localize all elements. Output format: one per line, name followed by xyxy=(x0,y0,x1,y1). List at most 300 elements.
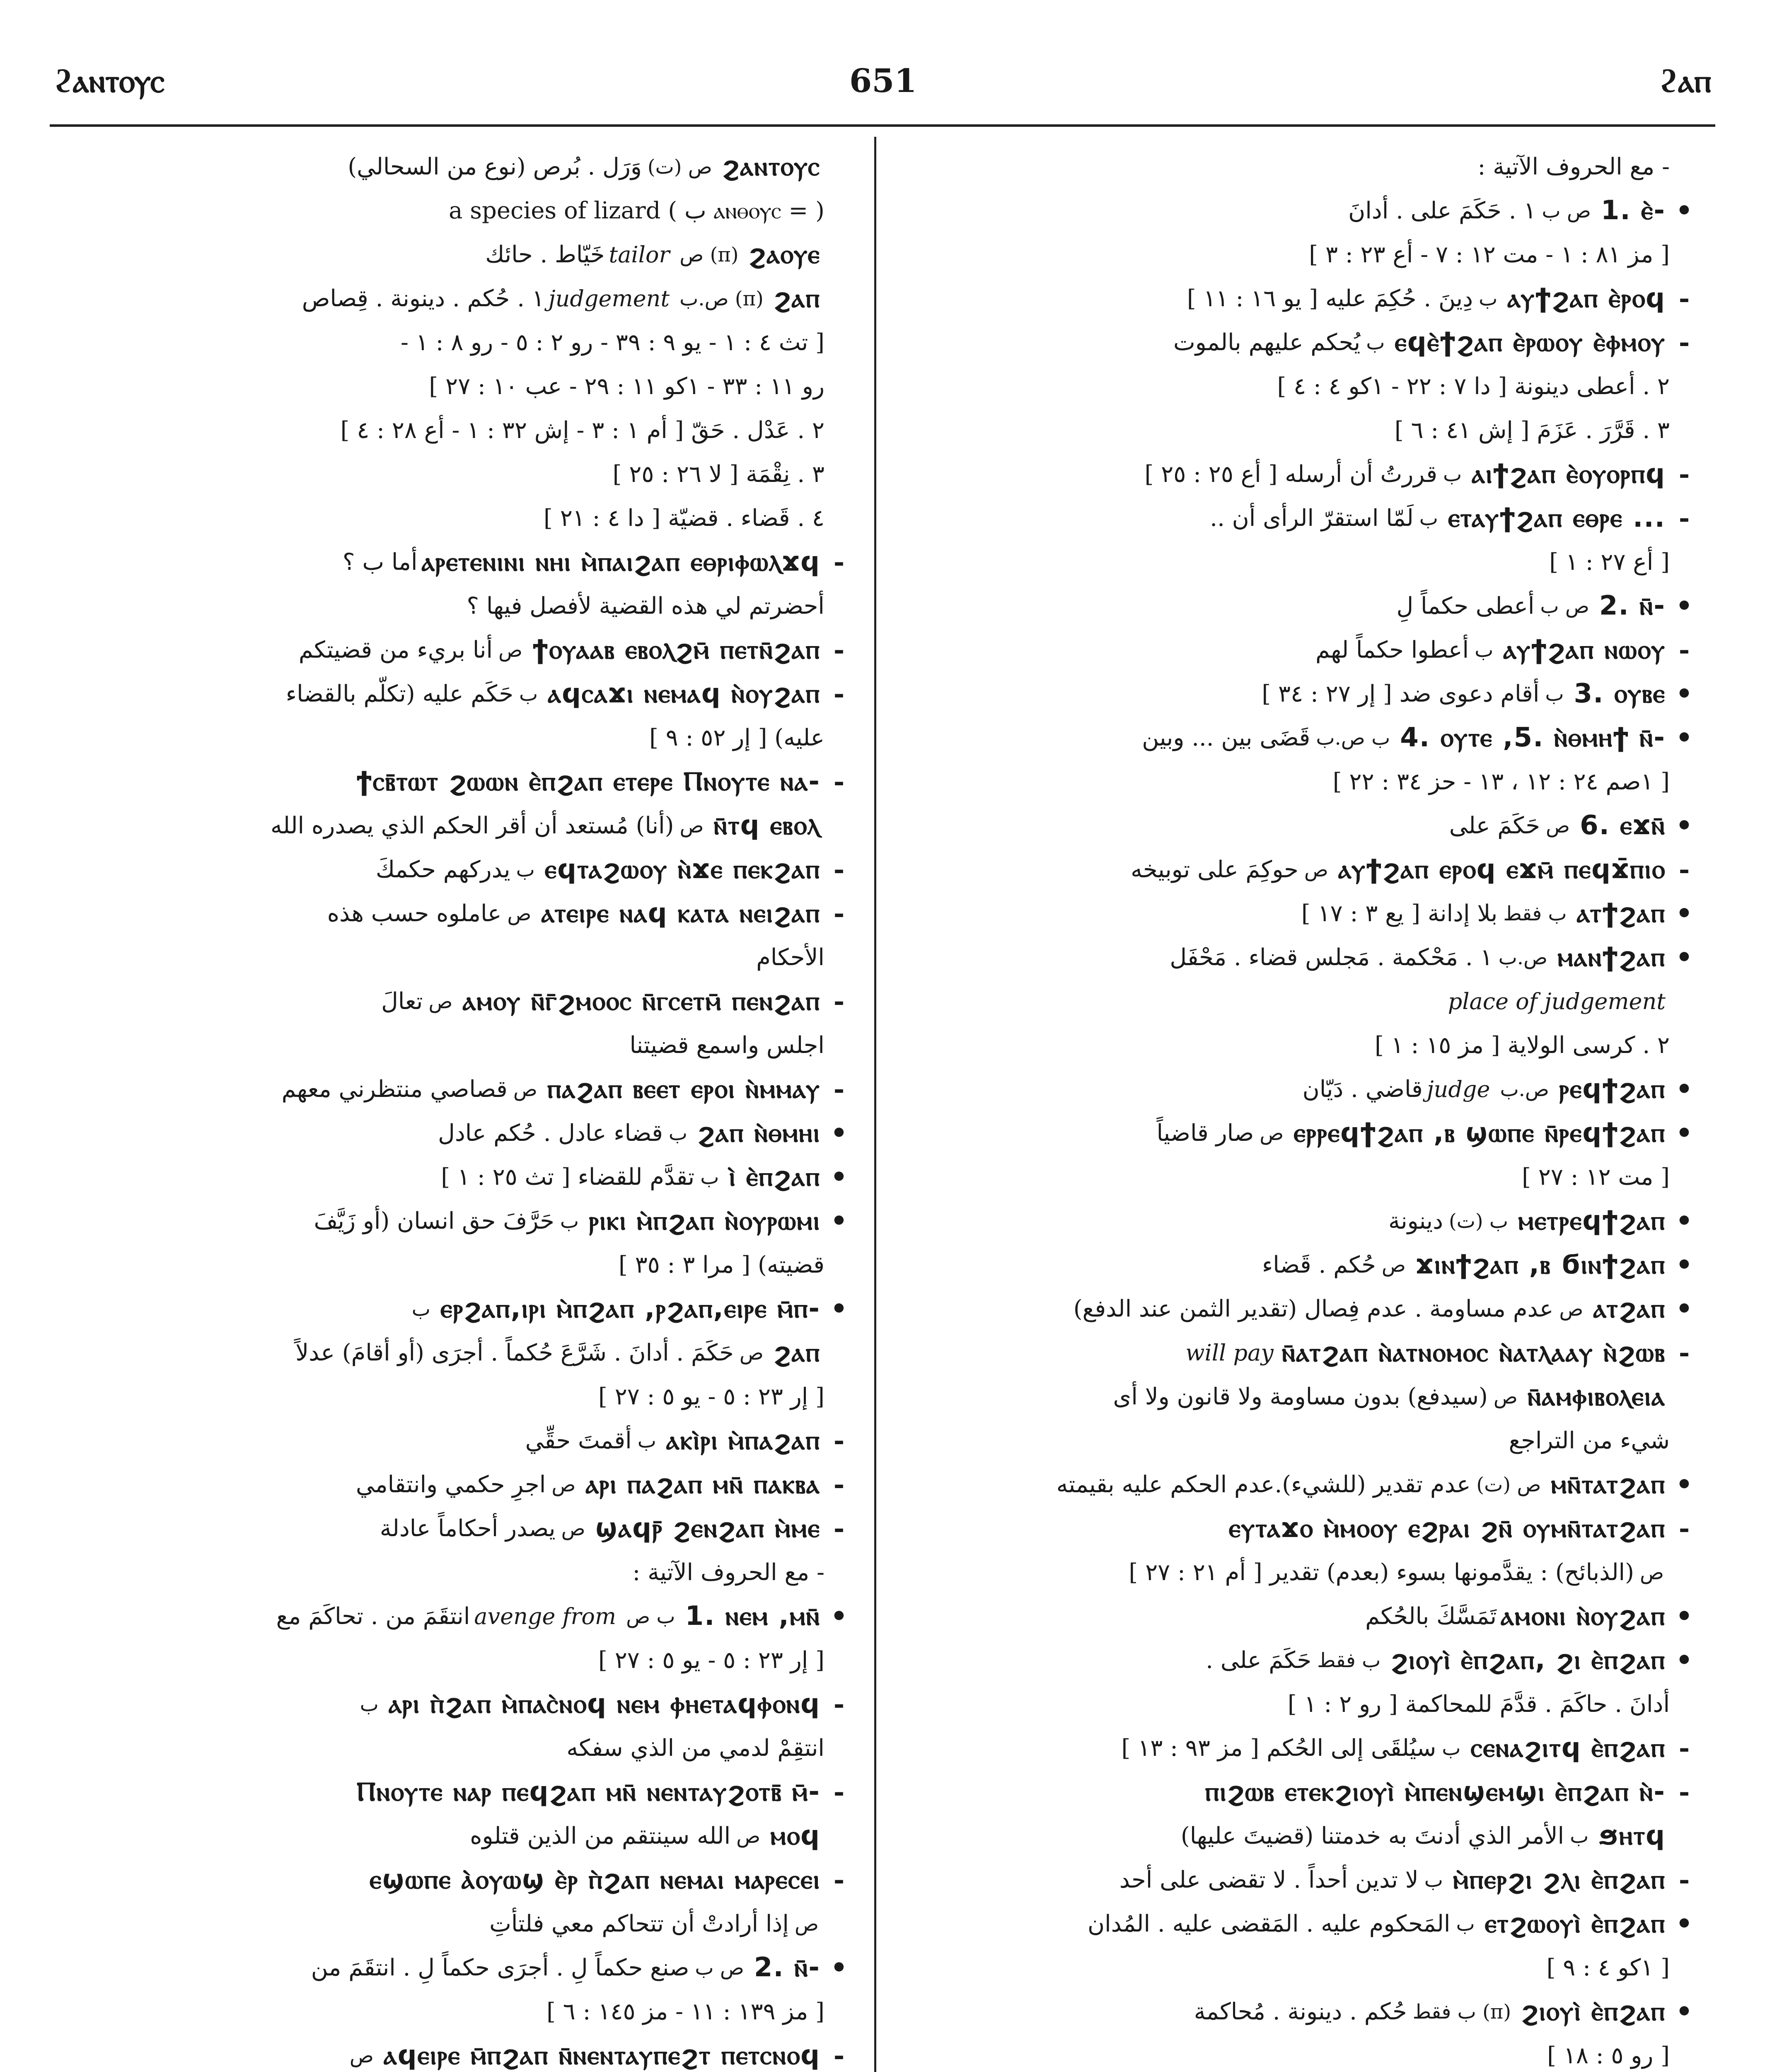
arabic-gloss: [ ١كو ٤ : ٩ ] xyxy=(1546,1954,1670,1981)
entry-marker: - xyxy=(833,634,845,666)
arabic-gloss: دينونة xyxy=(1388,1207,1443,1234)
entry-line xyxy=(895,540,1699,584)
entry-marker: • xyxy=(830,1293,848,1325)
arabic-gloss: ١ . حَكَمَ على . أدانَ xyxy=(1348,197,1536,224)
source-label: ب ص.ب xyxy=(1316,726,1390,750)
entry-line xyxy=(50,1243,853,1287)
entry-marker: - xyxy=(833,678,845,710)
entry-line xyxy=(895,1551,1699,1595)
entry-line xyxy=(895,1595,1699,1639)
entry-marker: • xyxy=(1676,678,1693,710)
entry-marker: - xyxy=(1678,1777,1690,1808)
arabic-gloss: [ رو ٥ : ١٨ ] xyxy=(1547,2042,1670,2069)
entry-line xyxy=(895,1024,1699,1067)
arabic-gloss: يصدر أحكاماً عادلة xyxy=(380,1515,556,1542)
entry-line xyxy=(895,1814,1699,1858)
entry-line xyxy=(895,804,1699,848)
entry-line xyxy=(50,277,853,321)
source-label: ب فقط xyxy=(1317,1648,1381,1672)
entry-line xyxy=(50,1639,853,1682)
entry-line xyxy=(50,1902,853,1946)
entry-line xyxy=(895,1067,1699,1111)
coptic-term: ⲣⲓⲕⲓ ⲙ̀ⲡϩⲁⲡ ⲛ̀ⲟⲩⲣⲱⲙⲓ xyxy=(589,1205,820,1237)
arabic-gloss: لا تدين أحداً . لا تقضى على أحد xyxy=(1119,1866,1419,1893)
entry-line xyxy=(50,804,853,848)
source-label: ص xyxy=(428,990,453,1013)
source-label: ب فقط xyxy=(1503,902,1567,925)
entry-marker: • xyxy=(1676,1908,1693,1940)
source-label: ب xyxy=(516,858,535,881)
entry-line xyxy=(50,1419,853,1463)
entry-line xyxy=(50,1858,853,1902)
entry-line xyxy=(50,584,853,628)
arabic-gloss: حُكم . قَضاء xyxy=(1262,1251,1376,1278)
entry-line xyxy=(895,1507,1699,1551)
coptic-term: ⲁⲣⲉⲧⲉⲛⲓⲛⲓ ⲛⲏⲓ ⲙ̀ⲡⲁⲓϩⲁⲡ ⲉⲑⲣⲓⲫⲱⲗϫϥ xyxy=(421,547,820,578)
arabic-gloss: الأحكام xyxy=(756,944,824,971)
coptic-term: ϩⲓⲟⲩⲓ̀ ⲉ̀ⲡϩⲁⲡ, ϩⲓ ⲉ̀ⲡϩⲁⲡ xyxy=(1390,1645,1666,1676)
arabic-gloss: أعطى حكماً لِ xyxy=(1396,592,1535,620)
arabic-gloss: اجلس واسمع قضيتنا xyxy=(629,1031,824,1059)
arabic-gloss: انتقَمَ من . تحاكَمَ مع xyxy=(276,1602,470,1630)
coptic-term: ⲁⲣⲓ ⲡ̀ϩⲁⲡ ⲙ̀ⲡⲁⲥ̀ⲛⲟϥ ⲛⲉⲙ ⲫⲏⲉⲧⲁϥⲫⲟⲛϥ xyxy=(388,1689,820,1720)
entry-marker: - xyxy=(833,854,845,886)
entry-marker: • xyxy=(1676,1205,1693,1237)
arabic-gloss: انتقِمْ لدمي من الذي سفكه xyxy=(566,1734,824,1762)
arabic-gloss: ( = ⲁⲛⲑⲟⲩⲥ ب ) a species of lizard xyxy=(449,197,824,224)
arabic-gloss: قضاء عادل . حُكم عادل xyxy=(438,1119,663,1147)
entry-line xyxy=(50,848,853,892)
arabic-gloss: لَمّا استقرّ الرأى أن .. xyxy=(1210,504,1414,532)
arabic-gloss: عليه) [ إر ٥٢ : ٩ ] xyxy=(649,724,824,751)
arabic-gloss: أما ب ؟ xyxy=(342,548,418,576)
entry-marker: - xyxy=(833,547,845,578)
entry-line xyxy=(895,1243,1699,1287)
arabic-gloss: ٤ . قَضاء . قضيّة [ دا ٤ : ٢١ ] xyxy=(544,504,824,532)
entry-line xyxy=(895,584,1699,628)
entry-marker: - xyxy=(1678,854,1690,886)
coptic-term: ⲉⲣϩⲁⲡ,ⲓⲣⲓ ⲙ̀ⲡϩⲁⲡ ,ⲣϩⲁⲡ,ⲉⲓⲣⲉ ⲙ̄ⲡ- xyxy=(440,1293,820,1324)
coptic-term: ϣⲁϥⲣ̄ ϩⲉⲛϩⲁⲡ ⲙ̀ⲙⲉ xyxy=(595,1513,820,1544)
source-label: ص xyxy=(561,1517,585,1540)
entry-line xyxy=(50,1726,853,1770)
coptic-term: 2. ⲛ̄- xyxy=(754,1952,820,1983)
arabic-gloss: [ ١صم ٢٤ : ١٢ ، ١٣ - حز ٣٤ : ٢٢ ] xyxy=(1332,768,1670,795)
entry-line xyxy=(895,277,1699,321)
entry-marker: • xyxy=(1676,1074,1693,1105)
entry-marker: - xyxy=(833,1777,845,1808)
entry-marker: • xyxy=(1676,1469,1693,1501)
arabic-gloss: يدركهم حكمكَ xyxy=(375,856,510,883)
source-label: ب xyxy=(519,682,538,706)
source-label: ص xyxy=(1493,1385,1518,1409)
entry-line xyxy=(50,760,853,804)
arabic-gloss: تقدَّم للقضاء [ تث ٢٥ : ١ ] xyxy=(441,1163,695,1191)
entry-line xyxy=(895,1990,1699,2034)
entry-line xyxy=(50,1331,853,1375)
english-gloss: judgement xyxy=(548,285,670,312)
arabic-gloss: صنع حكماً لِ . أجرَى حكماً لِ . انتقَمَ من xyxy=(311,1954,689,1981)
source-label: ب xyxy=(360,1692,379,1716)
source-label: ص xyxy=(739,1341,764,1365)
entry-marker: • xyxy=(830,1952,848,1984)
coptic-term: ⲉⲣⲣⲉϥϯϩⲁⲡ ,ⲃ ϣⲱⲡⲉ ⲛ̄ⲣⲉϥϯϩⲁⲡ xyxy=(1294,1118,1666,1149)
entry-line xyxy=(50,1375,853,1419)
english-gloss: judge xyxy=(1427,1076,1490,1102)
arabic-gloss: قاضي . دَيّان xyxy=(1302,1075,1423,1103)
entry-marker: - xyxy=(833,1864,845,1896)
coptic-term: ⲁⲓϯϩⲁⲡ ⲉ̀ⲟⲩⲟⲣⲡϥ xyxy=(1472,459,1666,490)
entry-line xyxy=(895,189,1699,233)
source-label: ص xyxy=(679,814,704,838)
entry-marker: - xyxy=(833,1689,845,1720)
entry-marker: • xyxy=(1676,1601,1693,1632)
entry-line xyxy=(50,1770,853,1814)
entry-line xyxy=(50,1551,853,1595)
source-label: ص.ب (π) xyxy=(679,287,764,310)
entry-line xyxy=(895,1287,1699,1331)
arabic-gloss: ٢ . عَدْل . حَقّ [ أم ١ : ٣ - إش ٣٢ : ١ - أع ٢٨ : ٤ ] xyxy=(340,416,824,444)
coptic-term: ⲁϥⲥⲁϫⲓ ⲛⲉⲙⲁϥ ⲛ̀ⲟⲩϩⲁⲡ xyxy=(548,678,820,709)
arabic-gloss: أدانَ . حاكَمَ . قدَّمَ للمحاكمة [ رو ٢ : ١ ] xyxy=(1287,1690,1670,1718)
arabic-gloss: قررتُ أن أرسله [ أع ٢٥ : ٢٥ ] xyxy=(1144,460,1437,488)
entry-line xyxy=(50,1463,853,1507)
arabic-gloss: حوكِمَ على توبيخه xyxy=(1131,856,1298,883)
entry-line xyxy=(895,1902,1699,1946)
source-label: ب xyxy=(1442,1736,1461,1760)
entry-marker: - xyxy=(833,766,845,798)
source-label: ص xyxy=(498,638,523,662)
source-label: ص xyxy=(1546,814,1570,838)
arabic-gloss: بلا إدانة [ يع ٣ : ١٧ ] xyxy=(1301,900,1498,927)
entry-marker: - xyxy=(1678,1733,1690,1764)
entry-line xyxy=(895,936,1699,980)
entry-line xyxy=(895,1199,1699,1243)
coptic-term: ϯⲥⲃ̄ⲧⲱⲧ ϩⲱⲱⲛ ⲉ̀ⲡϩⲁⲡ ⲉⲧⲉⲣⲉ Ⲡⲛⲟⲩⲧⲉ ⲛⲁ- xyxy=(356,766,820,797)
coptic-term: 2. ⲛ̄- xyxy=(1599,591,1666,622)
entry-marker: - xyxy=(833,1469,845,1501)
entry-line xyxy=(50,2034,853,2072)
arabic-gloss: (الذبائح) : يقدَّمونها بسوء (بعدم) تقدير [ أم ٢١ : ٢٧ ] xyxy=(1129,1559,1634,1586)
entry-line xyxy=(895,496,1699,540)
entry-line xyxy=(895,1331,1699,1375)
entry-line xyxy=(50,1155,853,1199)
arabic-gloss: عدم تقدير (للشيء).عدم الحكم عليه بقيمته xyxy=(1056,1471,1471,1498)
source-label: ص (ت) xyxy=(647,155,712,179)
entry-line xyxy=(50,1067,853,1111)
coptic-term: ⲁⲩϯϩⲁⲡ ⲉ̀ⲣⲟϥ xyxy=(1507,283,1666,314)
arabic-gloss: [ إر ٢٣ : ٥ - يو ٥ : ٢٧ ] xyxy=(598,1646,824,1674)
entry-line xyxy=(895,1770,1699,1814)
column-divider xyxy=(874,137,876,2072)
arabic-gloss: ١ . مَحْكمة . مَجلس قضاء . مَحْفَل xyxy=(1170,944,1493,971)
source-label: ص (π) xyxy=(679,243,739,266)
arabic-gloss: تَمَسَّكَ بالحُكم xyxy=(1365,1602,1497,1630)
source-label: ب xyxy=(1570,1824,1589,1848)
coptic-term: ⲉⲧⲁⲩϯϩⲁⲡ ⲉⲑⲣⲉ ... xyxy=(1448,503,1666,534)
entry-line xyxy=(895,1946,1699,1990)
coptic-term: ⲁⲧⲉⲓⲣⲉ ⲛⲁϥ ⲕⲁⲧⲁ ⲛⲉⲓϩⲁⲡ xyxy=(541,898,820,929)
coptic-term: ϧⲏⲧϥ xyxy=(1598,1820,1666,1852)
source-label: ب xyxy=(1479,287,1498,310)
source-label: ب xyxy=(700,1165,719,1189)
arabic-gloss: رو ١١ : ٣٣ - ١كو ١١ : ٢٩ - عب ١٠ : ٢٧ ] xyxy=(429,373,824,400)
entry-line xyxy=(895,848,1699,892)
entry-line xyxy=(50,540,853,584)
entry-line xyxy=(895,760,1699,804)
arabic-gloss: ٣ . نِقْمَة [ لا ٢٦ : ٢٥ ] xyxy=(612,460,824,488)
entry-marker: • xyxy=(830,1601,848,1632)
arabic-gloss: عدم مساومة . عدم فِصال (تقدير الثمن عند الدفع) xyxy=(1073,1295,1554,1322)
coptic-term: ⲁⲧϩⲁⲡ xyxy=(1593,1293,1666,1324)
entry-marker: - xyxy=(833,898,845,929)
coptic-term: ⲉϥⲧⲁϩⲱⲟⲩ ⲛ̀ϫⲉ ⲡⲉⲕϩⲁⲡ xyxy=(544,854,820,885)
entry-line xyxy=(895,1682,1699,1726)
entry-line xyxy=(895,409,1699,453)
source-label: ب xyxy=(1366,331,1385,354)
header-left: ϩⲁⲛⲧⲟⲩⲥ xyxy=(54,62,165,100)
entry-line xyxy=(50,321,853,365)
source-label: ب xyxy=(411,1297,430,1321)
entry-marker: • xyxy=(830,1205,848,1237)
source-label: ص.ب xyxy=(1498,946,1548,969)
arabic-gloss: وَرَل . بُرص (نوع من السحالي) xyxy=(348,153,642,180)
coptic-term: ϩⲁⲡ xyxy=(773,283,820,314)
entry-line xyxy=(895,628,1699,672)
source-label: ص xyxy=(513,1077,537,1101)
arabic-gloss: ٣ . قَرَّرَ . عَزَمَ [ إش ٤١ : ٦ ] xyxy=(1394,416,1670,444)
entry-marker: - xyxy=(833,986,845,1017)
entry-line xyxy=(895,1726,1699,1770)
entry-line xyxy=(50,409,853,453)
source-label: ب xyxy=(668,1121,688,1145)
arabic-gloss: اجرِ حكمي وانتقامي xyxy=(355,1471,546,1498)
arabic-gloss: سيُلقَى إلى الحُكم [ مز ٩٣ : ١٣ ] xyxy=(1121,1734,1436,1762)
entry-line xyxy=(895,145,1699,189)
entry-marker: • xyxy=(1676,591,1693,622)
coptic-term: ϩⲁⲛⲧⲟⲩⲥ xyxy=(722,151,820,182)
entry-marker: • xyxy=(1676,1293,1693,1325)
source-label: ب xyxy=(637,1429,656,1452)
source-label: ص xyxy=(507,902,532,925)
entry-marker: - xyxy=(1678,1513,1690,1544)
coptic-term: ⲉϥⲉ̀ϯϩⲁⲡ ⲉ̀ⲣⲱⲟⲩ ⲉ̀ⲫⲙⲟⲩ xyxy=(1395,327,1666,358)
entry-line xyxy=(50,892,853,936)
english-gloss: place of judgement xyxy=(1448,988,1666,1014)
source-label: ص xyxy=(736,1824,761,1848)
entry-line xyxy=(895,716,1699,760)
arabic-gloss: خَيّاط . حائك xyxy=(485,241,605,268)
coptic-term: ⲁⲙⲟⲛⲓ ⲛ̀ⲟⲩϩⲁⲡ xyxy=(1501,1601,1666,1632)
entry-line xyxy=(895,1463,1699,1507)
coptic-term: ⲙⲁⲛϯϩⲁⲡ xyxy=(1557,942,1666,973)
arabic-gloss: أنا بريء من قضيتكم xyxy=(298,636,493,663)
entry-line xyxy=(895,1419,1699,1463)
entry-marker: • xyxy=(1676,1996,1693,2028)
source-label: ب xyxy=(1419,506,1438,530)
entry-line xyxy=(50,1682,853,1726)
entry-line xyxy=(895,233,1699,277)
source-label: ب xyxy=(1475,638,1494,662)
english-gloss: will pay xyxy=(1185,1339,1274,1366)
arabic-gloss: دِينَ . حُكِمَ عليه [ يو ١٦ : ١١ ] xyxy=(1187,285,1473,312)
entry-line xyxy=(50,145,853,189)
source-label: ص xyxy=(1304,858,1328,881)
coptic-term: ⲁⲧϯϩⲁⲡ xyxy=(1576,898,1666,929)
coptic-term: ⲛ̄ⲁⲙⲫⲓⲃⲟⲗⲉⲓⲁ xyxy=(1527,1381,1666,1412)
arabic-gloss: أحضرتم لي هذه القضية لأفصل فيها ؟ xyxy=(467,592,824,620)
entry-line xyxy=(895,1375,1699,1419)
arabic-gloss: أعطوا حكماً لهم xyxy=(1315,636,1469,663)
entry-line xyxy=(50,1024,853,1067)
right-column xyxy=(895,145,1699,2072)
source-label: ب (ت) xyxy=(1449,1209,1509,1233)
entry-marker: • xyxy=(1676,810,1693,842)
arabic-gloss: [ تث ٤ : ١ - يو ٩ : ٣٩ - رو ٢ : ٥ - رو ٨ : ١ - xyxy=(400,329,824,356)
source-label: ص xyxy=(794,1912,819,1936)
source-label: ص xyxy=(1639,1561,1664,1584)
source-label: ص ب xyxy=(1540,594,1589,618)
coptic-term: ⲉⲩⲧⲁϫⲟ ⲙ̀ⲙⲟⲟⲩ ⲉϩⲣⲁⲓ ϩⲛ̄ ⲟⲩⲙⲛ̄ⲧⲁⲧϩⲁⲡ xyxy=(1228,1513,1666,1544)
entry-marker: • xyxy=(1676,1645,1693,1676)
entry-marker: • xyxy=(830,1118,848,1149)
entry-line xyxy=(50,496,853,540)
coptic-term: ⲁⲣⲓ ⲡⲁϩⲁⲡ ⲙⲛ̄ ⲡⲁⲕⲃⲁ xyxy=(585,1469,820,1500)
coptic-term: ⲥⲉⲛⲁϩⲓⲧϥ ⲉ̀ⲡϩⲁⲡ xyxy=(1470,1733,1666,1764)
entry-line xyxy=(895,672,1699,716)
coptic-term: ⲉⲧϩⲱⲟⲩⲓ̀ ⲉ̀ⲡϩⲁⲡ xyxy=(1485,1908,1666,1939)
coptic-term: 1. ⲛⲉⲙ ,ⲙⲛ̄ xyxy=(685,1601,820,1632)
entry-line xyxy=(895,1858,1699,1902)
arabic-gloss: (سيدفع) بدون مساومة ولا قانون ولا أى xyxy=(1113,1383,1488,1410)
source-label: ص ب xyxy=(1542,199,1591,223)
entry-line xyxy=(895,453,1699,496)
coptic-term: ⲓ̀ ⲉ̀ⲡϩⲁⲡ xyxy=(729,1162,820,1193)
entry-marker: • xyxy=(1676,942,1693,973)
entry-line xyxy=(50,628,853,672)
arabic-gloss: قَضَى بين ... وبين xyxy=(1142,724,1310,751)
arabic-gloss: [ إر ٢٣ : ٥ - يو ٥ : ٢٧ ] xyxy=(598,1383,824,1410)
entry-line xyxy=(895,980,1699,1024)
source-label: ص xyxy=(1260,1121,1284,1145)
coptic-term: ⲛ̄ⲧϥ ⲉⲃⲟⲗ xyxy=(713,810,820,841)
entry-line xyxy=(50,189,853,233)
entry-marker: - xyxy=(1678,1864,1690,1896)
arabic-gloss: حَكَمَ على xyxy=(1449,812,1540,839)
arabic-gloss: حَرَّفَ حق انسان (أو زَيَّفَ xyxy=(314,1207,554,1234)
source-label: ب xyxy=(1424,1868,1443,1892)
coptic-term: ⲁⲩϯϩⲁⲡ ⲉⲣⲟϥ ⲉϫⲙ̄ ⲡⲉϥϫ̄ⲡⲓⲟ xyxy=(1338,854,1666,885)
arabic-gloss: قضيته) [ مرا ٣ : ٣٥ ] xyxy=(618,1251,824,1278)
source-label: ص xyxy=(1381,1253,1406,1277)
entry-line xyxy=(50,1287,853,1331)
source-label: ص xyxy=(349,2044,374,2067)
entry-line xyxy=(50,672,853,716)
arabic-gloss: [ مت ١٢ : ٢٧ ] xyxy=(1522,1163,1670,1191)
entry-marker: • xyxy=(830,1162,848,1193)
arabic-gloss: حَكَمَ . أدانَ . شَرَّعَ حُكماً . أجرَى (أو أقامَ) عدلاً xyxy=(295,1339,734,1366)
english-gloss: avenge from xyxy=(474,1603,617,1629)
arabic-gloss: قصاصي منتظرني معهم xyxy=(281,1075,508,1103)
arabic-gloss: يُحكم عليهم بالموت xyxy=(1173,329,1361,356)
entry-marker: - xyxy=(833,1425,845,1457)
coptic-term: ϫⲓⲛϯϩⲁⲡ ,ⲃ ϭⲓⲛϯϩⲁⲡ xyxy=(1415,1249,1666,1280)
arabic-gloss: صار قاضياً xyxy=(1156,1119,1254,1147)
entry-line xyxy=(895,892,1699,936)
arabic-gloss: ١ . حُكم . دينونة . قِصاص xyxy=(302,285,544,312)
header-rule xyxy=(50,124,1715,127)
coptic-term: ⲛ̄ⲁⲧϩⲁⲡ ⲛ̀ⲁⲧⲛⲟⲙⲟⲥ ⲛ̀ⲁⲧⲗⲁⲁⲩ ⲛ̀ϩⲱⲃ xyxy=(1281,1337,1666,1368)
arabic-gloss: الأمر الذي أدنتَ به خدمتنا (قضيتَ عليها) xyxy=(1180,1822,1564,1849)
coptic-term: Ⲡⲛⲟⲩⲧⲉ ⲛⲁⲣ ⲡⲉϥϩⲁⲡ ⲙⲛ̄ ⲛⲉⲛⲧⲁⲩϩⲟⲧⲃ̄ ⲙ̄- xyxy=(356,1777,820,1808)
source-label: ص.ب xyxy=(1500,1077,1549,1101)
arabic-gloss: حَكَمَ على . xyxy=(1206,1646,1312,1674)
arabic-gloss: ٢ . أعطى دينونة [ دا ٧ : ٢٢ - ١كو ٤ : ٤ ] xyxy=(1277,373,1670,400)
entry-line xyxy=(50,1946,853,1990)
entry-line xyxy=(50,1595,853,1639)
source-label: ص xyxy=(1559,1297,1584,1321)
entry-marker: - xyxy=(1678,1337,1690,1369)
source-label: ب xyxy=(1456,1912,1475,1936)
entry-line xyxy=(895,2034,1699,2072)
source-label: ب ص xyxy=(626,1605,675,1628)
entry-line xyxy=(895,1639,1699,1682)
coptic-term: ⲙⲛ̄ⲧⲁⲧϩⲁⲡ xyxy=(1551,1469,1666,1500)
entry-marker: - xyxy=(1678,634,1690,666)
coptic-term: 3. ⲟⲩⲃⲉ xyxy=(1574,678,1666,709)
page-number: 651 xyxy=(849,62,917,100)
arabic-gloss: [ مز ١٣٩ : ١١ - مز ١٤٥ : ٦ ] xyxy=(546,1998,824,2025)
coptic-term: ⲙ̀ⲡⲉⲣϩⲓ ϩⲗⲓ ⲉ̀ⲡϩⲁⲡ xyxy=(1453,1864,1666,1895)
arabic-gloss: عاملوه حسب هذه xyxy=(327,900,502,927)
entry-marker: - xyxy=(833,1513,845,1544)
arabic-gloss: - مع الحروف الآتية : xyxy=(1477,153,1670,180)
coptic-term: ⲡⲁϩⲁⲡ ⲃⲉⲉⲧ ⲉⲣⲟⲓ ⲛ̀ⲙⲙⲁⲩ xyxy=(547,1074,820,1105)
source-label: ص (ت) xyxy=(1476,1473,1541,1496)
arabic-gloss: المَحكوم عليه . المَقضى عليه . المُدان xyxy=(1087,1910,1451,1937)
source-label: ص ب xyxy=(695,1956,744,1980)
arabic-gloss: أقام دعوى ضد [ إر ٢٧ : ٣٤ ] xyxy=(1262,680,1540,707)
arabic-gloss: تعالَ xyxy=(381,988,423,1015)
entry-line xyxy=(50,1111,853,1155)
entry-marker: - xyxy=(1678,327,1690,358)
arabic-gloss: ٢ . كرسى الولاية [ مز ١٥ : ١ ] xyxy=(1374,1031,1670,1059)
coptic-term: 6. ⲉϫⲛ̄ xyxy=(1580,810,1666,841)
coptic-term: ϩⲁⲡ xyxy=(773,1337,820,1368)
coptic-term: ⲁⲙⲟⲩ ⲛ̄ⲅ̄ϩⲙⲟⲟⲥ ⲛ̄ⲅⲥⲉⲧⲙ̄ ⲡⲉⲛϩⲁⲡ xyxy=(462,986,820,1017)
source-label: ب xyxy=(1443,462,1462,486)
entry-marker: - xyxy=(1678,283,1690,315)
arabic-gloss: الله سينتقم من الذين قتلوه xyxy=(470,1822,731,1849)
entry-line xyxy=(50,1814,853,1858)
arabic-gloss: شيء من التراجع xyxy=(1509,1427,1670,1454)
entry-line xyxy=(895,321,1699,365)
entry-marker: - xyxy=(1678,459,1690,490)
entry-line xyxy=(50,716,853,760)
entry-marker: - xyxy=(1678,503,1690,534)
coptic-term: 4. ⲟⲩⲧⲉ ,5. ⲛ̀ⲑⲙⲏϯ ⲛ̄- xyxy=(1400,722,1666,753)
entry-marker: • xyxy=(1676,195,1693,227)
entry-line xyxy=(50,1990,853,2034)
arabic-gloss: (أنا) مُستعد أن أقر الحكم الذي يصدره الله xyxy=(270,812,674,839)
coptic-term: ⲣⲉϥϯϩⲁⲡ xyxy=(1559,1074,1666,1105)
entry-line xyxy=(50,365,853,409)
entry-marker: - xyxy=(833,1074,845,1105)
source-label: ب xyxy=(560,1209,579,1233)
source-label: ب فقط (π) xyxy=(1412,2000,1511,2024)
entry-line xyxy=(50,233,853,277)
coptic-term: ⲁⲩϯϩⲁⲡ ⲛⲱⲟⲩ xyxy=(1503,634,1666,666)
